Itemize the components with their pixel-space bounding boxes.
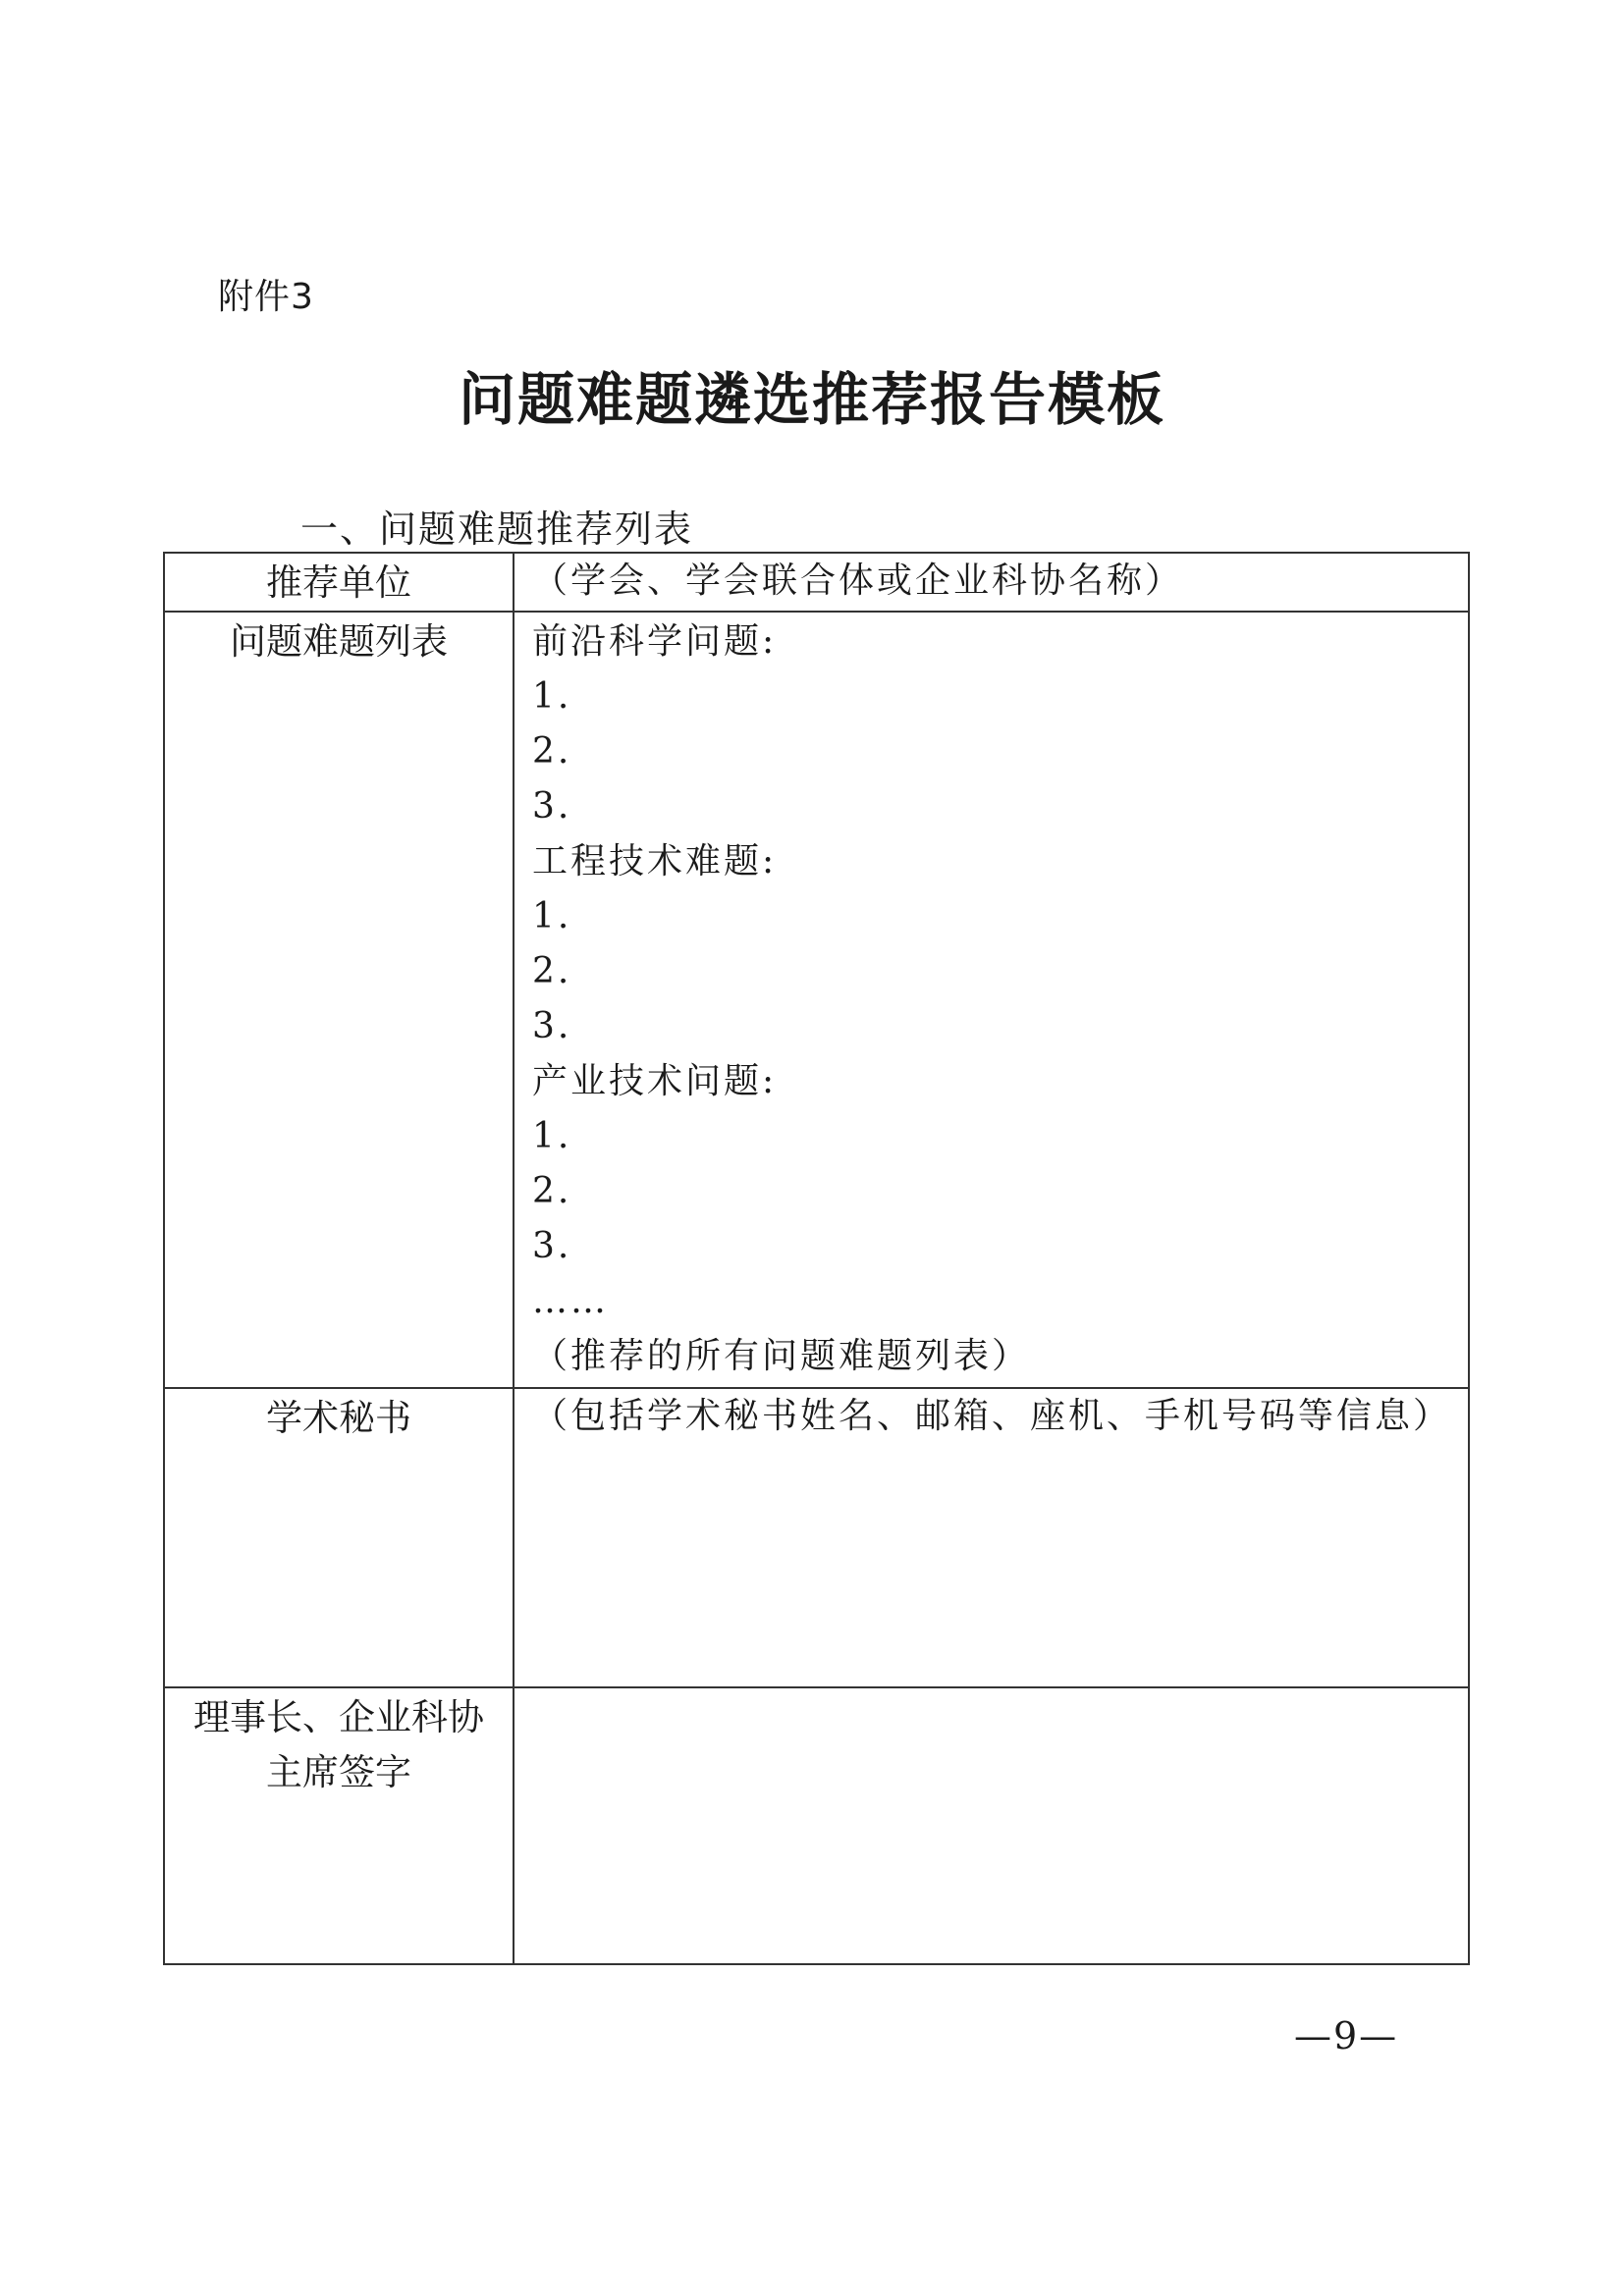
secretary-field[interactable]: [514, 1388, 1469, 1687]
recommending-unit-label: 推荐单位: [164, 553, 514, 612]
list-ellipsis: ……: [532, 1281, 609, 1322]
table-row-secretary: [164, 1388, 1469, 1687]
recommendation-form-table: [163, 552, 1470, 1965]
signature-label-line1: 理事长、企业科协: [193, 1695, 484, 1738]
signature-field[interactable]: [514, 1687, 1469, 1964]
list-item: 2.: [532, 1171, 572, 1212]
section-heading: 一、问题难题推荐列表: [300, 507, 694, 551]
signature-label: [164, 1687, 514, 1964]
list-item: 1.: [532, 676, 572, 718]
recommending-unit-field[interactable]: [514, 553, 1469, 612]
table-row-problem-list: [164, 612, 1469, 1388]
recommending-unit-hint: （学会、学会联合体或企业科协名称）: [532, 561, 1184, 601]
list-item: 3.: [532, 786, 572, 828]
list-item: 1.: [532, 896, 572, 937]
signature-label-line2: 主席签字: [266, 1750, 411, 1793]
list-item: 2.: [532, 951, 572, 992]
secretary-hint: （包括学术秘书姓名、邮箱、座机、手机号码等信息）: [532, 1395, 1452, 1436]
list-item: 3.: [532, 1226, 572, 1267]
page-title: 问题难题遴选推荐报告模板: [458, 366, 1165, 433]
table-row-signature: [164, 1687, 1469, 1964]
list-item: 1.: [532, 1116, 572, 1157]
page-number: —9—: [1294, 2014, 1399, 2057]
list-item: 3.: [532, 1006, 572, 1047]
problem-list-note: （推荐的所有问题难题列表）: [532, 1336, 1031, 1377]
list-item: 2.: [532, 731, 572, 773]
group-heading-industrial: 产业技术问题:: [532, 1061, 778, 1102]
group-heading-frontier-science: 前沿科学问题:: [532, 621, 778, 663]
secretary-label: 学术秘书: [164, 1388, 514, 1687]
problem-list-label: 问题难题列表: [164, 612, 514, 1388]
table-row-recommending-unit: [164, 553, 1469, 612]
problem-list-field[interactable]: [514, 612, 1469, 1388]
group-heading-engineering: 工程技术难题:: [532, 841, 778, 882]
annex-label: 附件3: [218, 277, 314, 317]
